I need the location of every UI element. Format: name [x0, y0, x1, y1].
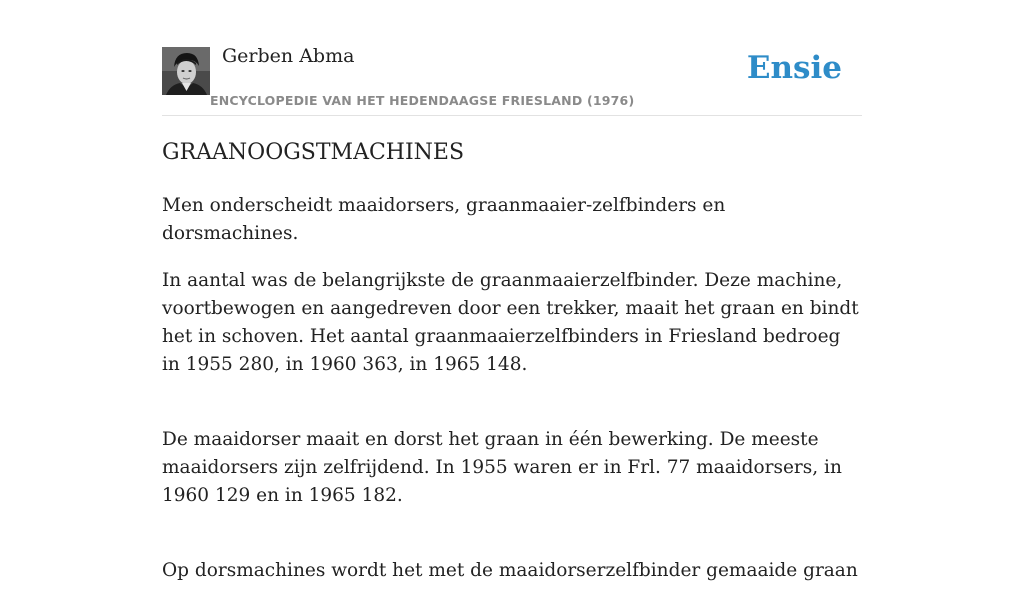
article-title: GRAANOOGSTMACHINES [162, 140, 465, 165]
brand-logo[interactable]: Ensie [746, 50, 842, 86]
article-page [162, 0, 862, 581]
body-paragraph: In aantal was de belangrijkste de graanmaaierzelfbinder. Deze machine, voortbewogen en aangedreven door een trekker, maait het graan en bindt het in schoven. Het aantal graanmaaierzelfbinders in Friesland bedroeg in 1955 280, in 1960 363, in 1965 148. [162, 270, 859, 375]
author-name[interactable]: Gerben Abma [222, 45, 355, 67]
intro-paragraph: Men onderscheidt maaidorsers, graanmaaier-zelfbinders en dorsmachines. [162, 195, 726, 244]
article-body [162, 192, 862, 604]
paragraph-gap [162, 529, 862, 557]
body-paragraph: De maaidorser maait en dorst het graan in één bewerking. De meeste maaidorsers zijn zelfrijdend. In 1955 waren er in Frl. 77 maaidorsers, in 1960 129 en in 1965 182. [162, 429, 842, 506]
article-header [162, 0, 862, 116]
paragraph-gap [162, 398, 862, 426]
author-avatar[interactable] [162, 47, 210, 95]
body-paragraph: Op dorsmachines wordt het met de maaidorserzelfbinder gemaaide graan [162, 560, 858, 581]
source-label[interactable]: ENCYCLOPEDIE VAN HET HEDENDAAGSE FRIESLAND (1976) [210, 93, 635, 108]
